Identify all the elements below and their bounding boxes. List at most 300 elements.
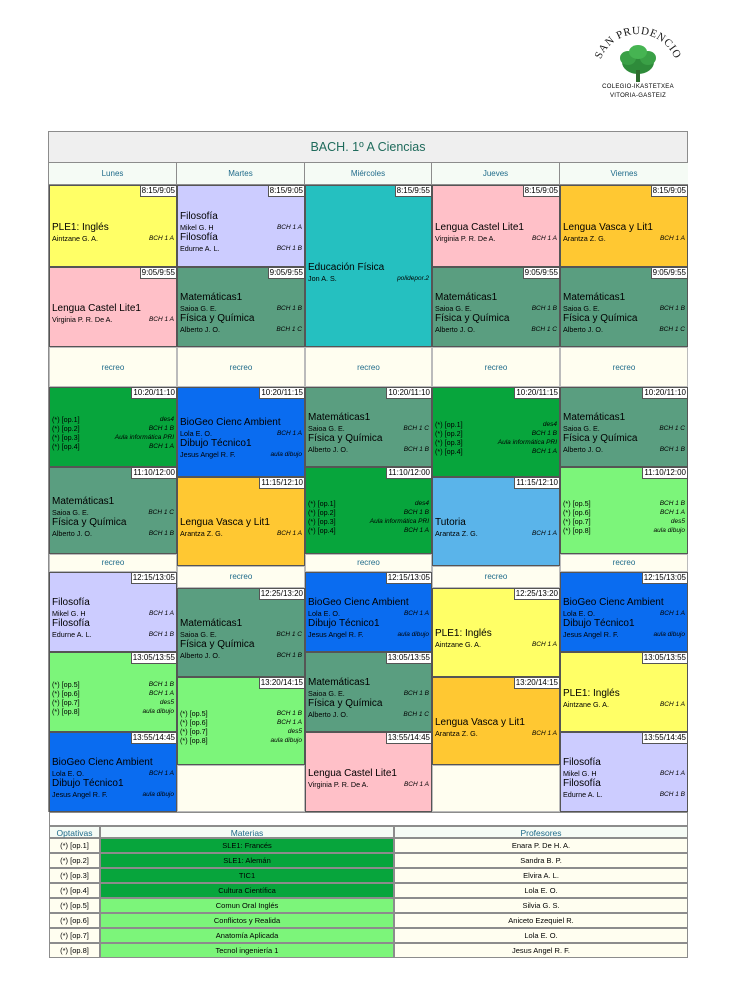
teacher-room-row: [435, 325, 557, 334]
teacher-name: Virginia P. R. De A.: [308, 779, 369, 789]
recreo-miercoles-2: recreo: [305, 554, 432, 572]
optativa-profesor: Aniceto Ezequiel R.: [394, 913, 688, 928]
teacher-name: Saioa G. E.: [52, 507, 89, 517]
teacher-name: (*) [op.7]: [52, 698, 80, 707]
teacher-room-row: [435, 420, 557, 429]
room-label: BCH 1 B: [148, 681, 174, 688]
room-label: BCH 1 B: [659, 791, 685, 798]
subject-name: Matemáticas1: [308, 677, 371, 688]
teacher-room-row: [563, 700, 685, 709]
room-label: BCH 1 B: [659, 305, 685, 312]
teacher-room-row: [180, 718, 302, 727]
teacher-room-row: [435, 438, 557, 447]
class-block-mar4: [177, 477, 305, 566]
room-label: BCH 1 A: [403, 526, 429, 534]
recreo-martes-2: recreo: [177, 566, 305, 588]
subject-name: PLE1: Inglés: [563, 687, 620, 699]
class-time: 13:55/14:45: [387, 733, 430, 742]
subject-name: PLE1: Inglés: [435, 628, 492, 639]
recreo-viernes-1: recreo: [560, 347, 688, 387]
table-row: [49, 838, 688, 853]
teacher-name: Virginia P. R. De A.: [435, 233, 496, 243]
room-label: BCH 1 B: [148, 529, 174, 537]
class-content: [180, 417, 302, 459]
subject-name: Tutoria: [435, 517, 466, 528]
teacher-name: Alberto J. O.: [180, 325, 220, 334]
class-block-jue4: [432, 477, 560, 566]
teacher-name: Arantza Z. G.: [180, 529, 223, 538]
class-block-mar3: [177, 387, 305, 477]
class-time: 10:20/11:10: [388, 388, 430, 397]
teacher-room-row: [180, 630, 302, 639]
teacher-name: (*) [op.8]: [563, 525, 591, 535]
teacher-name: (*) [op.2]: [308, 507, 336, 517]
teacher-room-row: [563, 499, 685, 508]
class-content: [308, 262, 429, 283]
subject-name: Física y Química: [180, 313, 255, 324]
teacher-name: Saioa G. E.: [563, 424, 600, 433]
teacher-room-row: [52, 630, 174, 639]
class-time: 9:05/9:55: [269, 268, 303, 277]
class-block-mie3: [305, 467, 432, 554]
subject-name: Dibujo Técnico1: [52, 778, 124, 789]
optativa-materia: SLE1: Alemán: [100, 853, 394, 868]
class-time: 11:10/12:00: [644, 468, 686, 477]
subject-name: Matemáticas1: [435, 292, 498, 303]
teacher-room-row: [563, 630, 685, 639]
teacher-name: Lola E. O.: [180, 429, 212, 438]
teacher-room-row: [180, 244, 302, 253]
room-label: Aula informática PRI: [114, 434, 174, 441]
teacher-room-row: [308, 609, 429, 618]
optativa-materia: Comun Oral Inglés: [100, 898, 394, 913]
teacher-room-row: [52, 508, 174, 517]
class-block-mie4: [305, 572, 432, 652]
teacher-name: (*) [op.1]: [435, 420, 463, 429]
class-content: [180, 211, 302, 253]
teacher-room-row: [435, 234, 557, 243]
class-block-lun6: [49, 652, 177, 732]
room-label: aula dibujo: [270, 451, 302, 458]
subject-name: Física y Química: [180, 638, 255, 650]
class-content: [435, 292, 557, 334]
room-label: BCH 1 B: [531, 305, 557, 312]
optativa-materia: Conflictos y Realida: [100, 913, 394, 928]
room-label: aula dibujo: [653, 631, 685, 638]
room-label: BCH 1 A: [148, 443, 174, 450]
class-content: [435, 420, 557, 456]
subject-name: Dibujo Técnico1: [180, 438, 252, 449]
teacher-room-row: [52, 769, 174, 778]
teacher-room-row: [308, 689, 429, 698]
room-label: Aula informática PRI: [497, 439, 557, 446]
table-row: [49, 913, 688, 928]
class-block-jue5: [432, 588, 560, 677]
teacher-name: Edurne A. L.: [52, 630, 92, 639]
room-label: aula dibujo: [142, 791, 174, 798]
room-label: BCH 1 A: [531, 641, 557, 648]
teacher-name: (*) [op.6]: [52, 689, 80, 698]
class-content: [435, 717, 557, 738]
room-label: BCH 1 B: [659, 446, 685, 453]
optativa-profesor: Jesus Angel R. F.: [394, 943, 688, 958]
teacher-name: Jesus Angel R. F.: [563, 630, 619, 639]
header-materias: Materias: [100, 826, 394, 838]
class-block-mar6: [177, 677, 305, 765]
room-label: BCH 1 C: [531, 326, 557, 333]
teacher-room-row: [180, 450, 302, 459]
subject-name: Física y Química: [308, 433, 383, 444]
teacher-room-row: [308, 630, 429, 639]
subject-name: Matemáticas1: [52, 495, 115, 507]
class-time: 10:20/11:15: [516, 388, 558, 397]
recreo-lunes-2: recreo: [49, 554, 177, 572]
class-time: 11:10/12:00: [133, 468, 175, 477]
subject-name: Física y Química: [308, 698, 383, 709]
room-label: polidepor.2: [397, 274, 429, 282]
teacher-room-row: [308, 274, 429, 283]
teacher-name: (*) [op.3]: [52, 433, 80, 442]
room-label: BCH 1 A: [659, 770, 685, 777]
room-label: des4: [542, 421, 557, 428]
teacher-name: (*) [op.5]: [563, 498, 591, 508]
class-block-lun2: [49, 267, 177, 347]
teacher-room-row: [52, 529, 174, 538]
subject-name: Filosofía: [180, 232, 218, 243]
empty-slot-martes: [177, 765, 305, 812]
teacher-name: Virginia P. R. De A.: [52, 314, 113, 324]
teacher-name: Jesus Angel R. F.: [52, 790, 108, 799]
class-block-jue6: [432, 677, 560, 765]
teacher-room-row: [52, 698, 174, 707]
subject-name: Matemáticas1: [563, 292, 626, 303]
day-header-miercoles: Miércoles: [305, 163, 432, 185]
subject-name: Filosofía: [563, 778, 601, 789]
class-time: 11:10/12:00: [388, 468, 430, 477]
teacher-room-row: [563, 445, 685, 454]
room-label: des5: [287, 728, 302, 735]
teacher-room-row: [180, 325, 302, 334]
teacher-name: (*) [op.1]: [52, 415, 80, 424]
teacher-name: Mikel G. H: [180, 223, 214, 232]
teacher-name: (*) [op.5]: [180, 709, 208, 718]
teacher-room-row: [308, 508, 429, 517]
teacher-name: (*) [op.2]: [52, 424, 80, 433]
teacher-name: (*) [op.8]: [180, 736, 208, 745]
teacher-room-row: [435, 429, 557, 438]
class-block-vie4: [560, 467, 688, 554]
room-label: BCH 1 B: [659, 499, 685, 507]
class-time: 8:15/9:55: [396, 186, 430, 195]
class-block-mie5: [305, 652, 432, 732]
class-time: 12:15/13:05: [643, 573, 686, 582]
room-label: BCH 1 A: [659, 610, 685, 617]
room-label: BCH 1 A: [276, 224, 302, 231]
room-label: BCH 1 A: [531, 729, 557, 737]
subject-name: Física y Química: [563, 313, 638, 324]
room-label: BCH 1 A: [403, 780, 429, 788]
room-label: BCH 1 A: [276, 530, 302, 537]
teacher-name: Alberto J. O.: [435, 325, 475, 334]
room-label: BCH 1 B: [403, 446, 429, 453]
subject-name: Matemáticas1: [180, 617, 243, 629]
class-block-vie3: [560, 387, 688, 467]
room-label: BCH 1 C: [403, 425, 429, 432]
subject-name: Matemáticas1: [180, 292, 243, 303]
room-label: BCH 1 B: [276, 710, 302, 717]
tree-icon: [588, 22, 688, 132]
teacher-room-row: [435, 304, 557, 313]
class-content: [563, 597, 685, 639]
optativa-materia: Tecnol ingeniería 1: [100, 943, 394, 958]
room-label: BCH 1 A: [276, 719, 302, 726]
teacher-name: (*) [op.4]: [435, 447, 463, 456]
teacher-name: Jesus Angel R. F.: [180, 450, 236, 459]
teacher-room-row: [180, 736, 302, 745]
teacher-name: Jesus Angel R. F.: [308, 630, 364, 639]
room-label: BCH 1 B: [403, 690, 429, 697]
class-block-lun4: [49, 467, 177, 554]
teacher-room-row: [52, 433, 174, 442]
class-block-mar1: [177, 185, 305, 267]
class-block-vie5: [560, 572, 688, 652]
logo-line1: COLEGIO-IKASTETXEA: [602, 84, 674, 90]
class-content: [435, 517, 557, 538]
class-block-vie1: [560, 185, 688, 267]
teacher-name: (*) [op.4]: [52, 442, 80, 451]
teacher-room-row: [308, 499, 429, 508]
school-logo: [588, 22, 688, 132]
table-row: [49, 883, 688, 898]
day-header-lunes: Lunes: [49, 163, 177, 185]
class-time: 13:55/14:45: [132, 733, 175, 742]
subject-name: Lengua Castel Lite1: [435, 221, 524, 233]
teacher-name: Alberto J. O.: [180, 650, 220, 660]
teacher-room-row: [180, 529, 302, 538]
room-label: BCH 1 C: [276, 630, 302, 638]
class-content: [180, 292, 302, 334]
teacher-name: Lola E. O.: [308, 609, 340, 618]
recreo-jueves-2: recreo: [432, 566, 560, 588]
class-block-lun7: [49, 732, 177, 812]
subject-name: Filosofía: [563, 757, 601, 768]
teacher-name: Alberto J. O.: [52, 528, 92, 538]
teacher-name: Aintzane G. A.: [563, 699, 609, 709]
table-row: [49, 943, 688, 958]
class-block-vie6: [560, 652, 688, 732]
room-label: BCH 1 A: [148, 315, 174, 323]
class-content: [308, 412, 429, 454]
subject-name: PLE1: Inglés: [52, 221, 109, 233]
class-content: [563, 688, 685, 709]
table-row: [49, 868, 688, 883]
teacher-room-row: [563, 609, 685, 618]
teacher-name: Saioa G. E.: [180, 304, 217, 313]
class-block-mar5: [177, 588, 305, 677]
recreo-jueves-1: recreo: [432, 347, 560, 387]
teacher-room-row: [308, 710, 429, 719]
teacher-name: (*) [op.2]: [435, 429, 463, 438]
subject-name: Lengua Vasca y Lit1: [180, 517, 270, 528]
optativa-code: (*) [op.2]: [49, 853, 100, 868]
room-label: aula dibujo: [270, 737, 302, 744]
room-label: des4: [414, 499, 429, 507]
teacher-room-row: [52, 424, 174, 433]
class-content: [563, 222, 685, 243]
class-content: [563, 412, 685, 454]
class-block-lun5: [49, 572, 177, 652]
teacher-name: Saioa G. E.: [180, 629, 217, 639]
separator-row: [49, 812, 688, 826]
logo-name: SAN PRUDENCIO: [592, 24, 684, 61]
teacher-name: (*) [op.6]: [563, 507, 591, 517]
class-time: 12:25/13:20: [515, 589, 558, 598]
room-label: BCH 1 A: [276, 430, 302, 437]
room-label: BCH 1 B: [148, 631, 174, 638]
room-label: BCH 1 C: [276, 326, 302, 333]
class-time: 9:05/9:55: [524, 268, 558, 277]
room-label: BCH 1 A: [148, 610, 174, 617]
recreo-martes-1: recreo: [177, 347, 305, 387]
teacher-room-row: [563, 769, 685, 778]
subject-name: Filosofía: [180, 211, 218, 222]
optativa-materia: TIC1: [100, 868, 394, 883]
class-content: [180, 517, 302, 538]
class-content: [563, 499, 685, 535]
room-label: Aula informática PRI: [369, 517, 429, 525]
subject-name: BioGeo Cienc Ambient: [180, 417, 281, 428]
teacher-room-row: [308, 780, 429, 789]
class-block-jue1: [432, 185, 560, 267]
room-label: BCH 1 B: [148, 425, 174, 432]
subject-name: Lengua Vasca y Lit1: [435, 716, 525, 728]
class-block-jue2: [432, 267, 560, 347]
room-label: BCH 1 A: [148, 234, 174, 242]
day-header-martes: Martes: [177, 163, 305, 185]
teacher-name: (*) [op.8]: [52, 707, 80, 716]
room-label: des5: [670, 517, 685, 525]
subject-name: BioGeo Cienc Ambient: [563, 597, 664, 608]
room-label: BCH 1 B: [403, 508, 429, 516]
subject-name: BioGeo Cienc Ambient: [52, 757, 153, 768]
teacher-name: Saioa G. E.: [308, 689, 345, 698]
teacher-name: Aintzane G. A.: [435, 640, 481, 649]
class-time: 13:05/13:55: [132, 653, 175, 662]
class-content: [308, 597, 429, 639]
class-time: 13:05/13:55: [387, 653, 430, 662]
class-content: [308, 677, 429, 719]
subject-name: Filosofía: [52, 597, 90, 608]
teacher-name: Edurne A. L.: [180, 244, 220, 253]
teacher-name: Edurne A. L.: [563, 790, 603, 799]
class-time: 13:55/14:45: [643, 733, 686, 742]
teacher-room-row: [180, 709, 302, 718]
class-time: 13:20/14:15: [260, 678, 303, 687]
class-time: 8:15/9:05: [269, 186, 303, 195]
class-block-mie6: [305, 732, 432, 812]
subject-name: Física y Química: [563, 433, 638, 444]
teacher-name: Alberto J. O.: [563, 445, 603, 454]
teacher-room-row: [52, 689, 174, 698]
class-content: [52, 496, 174, 538]
class-time: 11:15/12:10: [261, 478, 303, 487]
subject-name: BioGeo Cienc Ambient: [308, 597, 409, 608]
teacher-room-row: [308, 517, 429, 526]
teacher-room-row: [52, 707, 174, 716]
room-label: des4: [159, 416, 174, 423]
class-content: [180, 709, 302, 745]
day-header-viernes: Viernes: [560, 163, 688, 185]
room-label: BCH 1 A: [403, 610, 429, 617]
class-content: [52, 222, 174, 243]
room-label: des5: [159, 699, 174, 706]
class-time: 9:05/9:55: [141, 268, 175, 277]
header-optativas: Optativas: [49, 826, 100, 838]
optativa-code: (*) [op.6]: [49, 913, 100, 928]
teacher-room-row: [180, 429, 302, 438]
teacher-name: Jon A. S.: [308, 273, 337, 283]
table-row: [49, 898, 688, 913]
teacher-room-row: [180, 223, 302, 232]
room-label: BCH 1 A: [659, 234, 685, 242]
teacher-name: Arantza Z. G.: [435, 728, 478, 738]
optativa-code: (*) [op.8]: [49, 943, 100, 958]
room-label: BCH 1 C: [659, 425, 685, 432]
teacher-name: Alberto J. O.: [308, 710, 348, 719]
optativa-code: (*) [op.1]: [49, 838, 100, 853]
teacher-room-row: [52, 415, 174, 424]
teacher-name: (*) [op.5]: [52, 680, 80, 689]
class-time: 10:20/11:10: [133, 388, 175, 397]
class-time: 8:15/9:05: [652, 186, 686, 195]
room-label: BCH 1 A: [531, 234, 557, 242]
teacher-name: Saioa G. E.: [308, 424, 345, 433]
teacher-name: (*) [op.7]: [563, 516, 591, 526]
teacher-room-row: [52, 315, 174, 324]
teacher-room-row: [308, 526, 429, 535]
subject-name: Matemáticas1: [308, 412, 371, 423]
optativa-profesor: Sandra B. P.: [394, 853, 688, 868]
teacher-room-row: [180, 651, 302, 660]
teacher-room-row: [435, 447, 557, 456]
optativa-code: (*) [op.5]: [49, 898, 100, 913]
teacher-room-row: [52, 680, 174, 689]
teacher-room-row: [563, 508, 685, 517]
subject-name: Lengua Castel Lite1: [52, 302, 141, 314]
teacher-name: Arantza Z. G.: [563, 233, 606, 243]
recreo-miercoles-1: recreo: [305, 347, 432, 387]
teacher-name: (*) [op.7]: [180, 727, 208, 736]
recreo-lunes-1: recreo: [49, 347, 177, 387]
subject-name: Lengua Castel Lite1: [308, 767, 397, 779]
recreo-viernes-2: recreo: [560, 554, 688, 572]
class-time: 10:20/11:10: [644, 388, 686, 397]
class-block-jue3: [432, 387, 560, 477]
teacher-room-row: [563, 325, 685, 334]
subject-name: Educación Física: [308, 261, 385, 273]
room-label: BCH 1 A: [531, 530, 557, 537]
class-time: 11:15/12:10: [516, 478, 558, 487]
optativa-materia: SLE1: Francés: [100, 838, 394, 853]
teacher-name: Aintzane G. A.: [52, 233, 98, 243]
class-block-lun1: [49, 185, 177, 267]
optativa-profesor: Lola E. O.: [394, 928, 688, 943]
teacher-name: (*) [op.3]: [308, 516, 336, 526]
teacher-name: (*) [op.1]: [308, 498, 336, 508]
room-label: BCH 1 A: [148, 690, 174, 697]
optativa-code: (*) [op.7]: [49, 928, 100, 943]
subject-name: Dibujo Técnico1: [308, 618, 380, 629]
